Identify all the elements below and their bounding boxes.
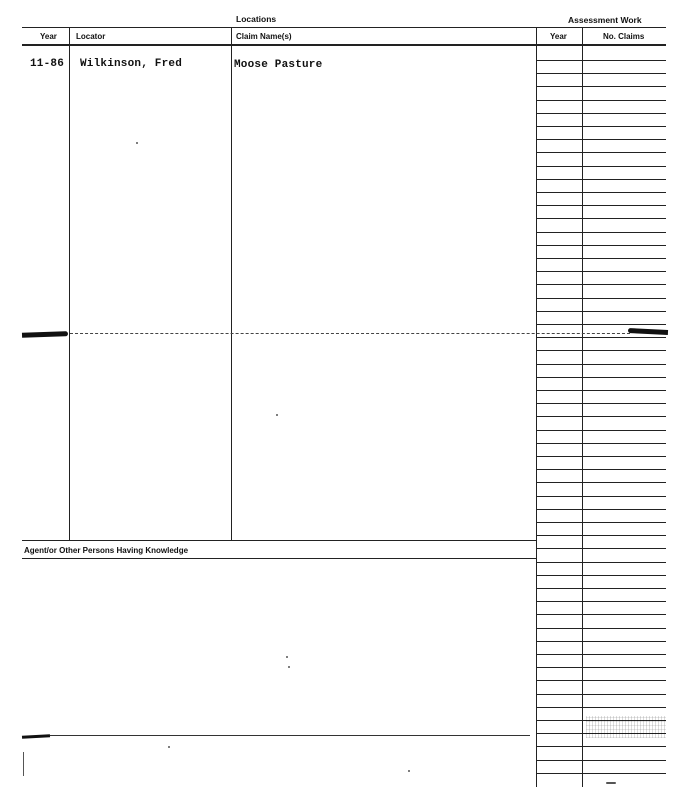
assessment-grid-row-rule [536,139,666,140]
locations-assessment-divider [536,27,537,787]
assessment-grid-row-rule [536,166,666,167]
speck [136,142,138,144]
assessment-grid-row-rule [536,73,666,74]
speck [276,414,278,416]
assessment-grid-row-rule [536,443,666,444]
assessment-grid-row-rule [536,60,666,61]
assessment-grid-row-rule [536,548,666,549]
assessment-grid-row-rule [536,205,666,206]
lower-fold-line [50,735,530,736]
assessment-grid-row-rule [536,575,666,576]
assessment-grid-row-rule [536,496,666,497]
assessment-grid-row-rule [536,192,666,193]
assessment-grid-row-rule [536,535,666,536]
assessment-grid-row-rule [536,113,666,114]
aw-year-column-header: Year [550,32,567,41]
speck [286,656,288,658]
assessment-grid-row-rule [536,258,666,259]
assessment-grid-row-rule [536,350,666,351]
speck [408,770,410,772]
lower-fold-mark-left [22,734,50,738]
assessment-grid-row-rule [536,245,666,246]
assessment-grid-row-rule [536,152,666,153]
assessment-grid-row-rule [536,746,666,747]
agent-header-rule [22,558,536,559]
assessment-grid-row-rule [536,588,666,589]
year-column-header: Year [40,32,57,41]
assessment-grid-row-rule [536,218,666,219]
assessment-grid-row-rule [536,456,666,457]
assessment-grid-row-rule [536,390,666,391]
assessment-grid-row-rule [536,522,666,523]
assessment-grid-row-rule [536,100,666,101]
locator-column-header: Locator [76,32,106,41]
assessment-grid-row-rule [536,324,666,325]
speck [288,666,290,668]
locator-claim-divider [231,27,232,540]
agent-section-header: Agent/or Other Persons Having Knowledge [24,546,189,555]
assessment-grid-row-rule [536,667,666,668]
assessment-grid-row-rule [536,311,666,312]
fold-mark-left [22,331,68,338]
speck [168,746,170,748]
assessment-grid-row-rule [536,298,666,299]
assessment-grid-row-rule [536,86,666,87]
entry-year: 11-86 [30,58,65,70]
assessment-grid-row-rule [536,364,666,365]
assessment-grid-row-rule [536,773,666,774]
assessment-grid-row-rule [536,628,666,629]
assessment-grid-row-rule [536,337,666,338]
assessment-grid-row-rule [536,232,666,233]
claim-names-column-header: Claim Name(s) [236,32,292,41]
year-locator-divider [69,27,70,540]
fold-line-dashed [70,333,630,334]
assessment-grid-row-rule [536,562,666,563]
assessment-grid-row-rule [536,271,666,272]
locations-bottom-rule [22,540,536,541]
assessment-grid-row-rule [536,126,666,127]
aw-year-claims-divider [582,27,583,787]
assessment-grid-row-rule [536,509,666,510]
assessment-grid-row-rule [536,707,666,708]
entry-claim-name: Moose Pasture [234,59,323,71]
header-top-rule [22,27,666,28]
header-bottom-rule [22,44,666,46]
left-edge-mark [23,752,24,776]
assessment-grid-row-rule [536,694,666,695]
locations-header: Locations [236,14,277,24]
assessment-grid-row-rule [536,430,666,431]
assessment-grid-row-rule [536,601,666,602]
speck [606,782,616,784]
assessment-grid-row-rule [536,403,666,404]
assessment-grid-row-rule [536,179,666,180]
assessment-grid-row-rule [536,377,666,378]
assessment-grid-row-rule [536,469,666,470]
assessment-grid-row-rule [536,614,666,615]
scan-noise-patch [586,716,666,738]
assessment-work-header: Assessment Work [568,15,642,25]
no-claims-column-header: No. Claims [603,32,645,41]
assessment-grid-row-rule [536,284,666,285]
fold-mark-right [628,328,668,335]
assessment-grid-row-rule [536,760,666,761]
assessment-grid-row-rule [536,654,666,655]
assessment-grid-row-rule [536,680,666,681]
assessment-grid-row-rule [536,482,666,483]
assessment-grid-row-rule [536,641,666,642]
assessment-grid-row-rule [536,416,666,417]
entry-locator: Wilkinson, Fred [80,58,183,70]
